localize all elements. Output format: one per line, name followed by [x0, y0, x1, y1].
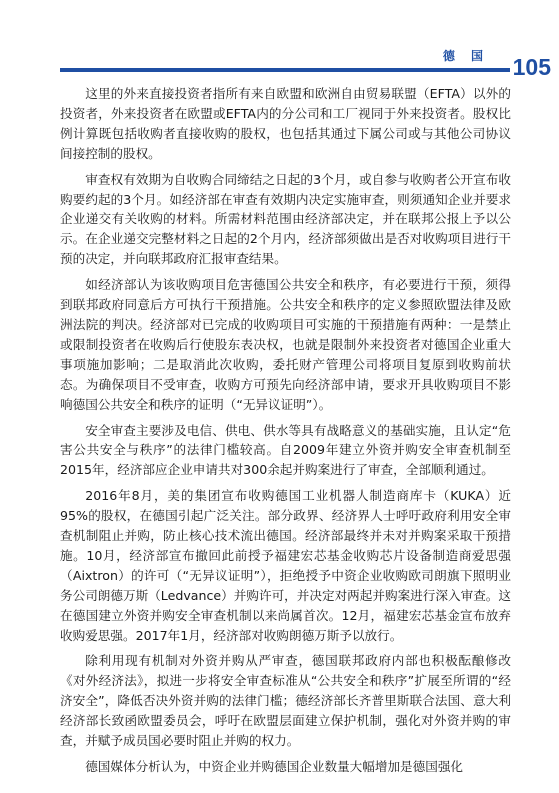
paragraph: 审查权有效期为自收购合同缔结之日起的3个月，或自参与收购者公开宣布收购要约起的3个月。如经济部在审查有效期内决定实施审查，则须通知企业并要求企业递交有关收购的材料。所需材料范围由经济部决定，并在联邦公报上予以公示。在企业递交完整材料之日起的2个月内，经济部须做出是否对收购项目进行干预的决定，并向联邦政府汇报审查结果。 — [60, 171, 511, 267]
paragraph: 德国媒体分析认为，中资企业并购德国企业数量大幅增加是德国强化 — [85, 759, 463, 774]
page-header — [0, 0, 559, 80]
paragraph: 2016年8月，美的集团宣布收购德国工业机器人制造商库卡（KUKA）近95%的股权，在德国引起广泛关注。部分政界、经济界人士呼吁政府利用安全审查机制阻止并购，防止核心技术流出德国。经济部最终并未对并购案采取干预措施。10月，经济部宣布撤回此前授予福建宏芯基金收购芯片设备制造商爱思强（Aixtron）的许可（“无异议证明”），拒绝授予中资企业收购欧司朗旗下照明业务公司朗德万斯（Ledvance）并购许可，并决定对两起并购案进行深入审查。这在德国建立外资并购安全审查机制以来尚属首次。12月，福建宏芯基金宣布放弃收购爱思强。2017年1月，经济部对收购朗德万斯予以放行。 — [60, 488, 511, 643]
page-number: 105 — [512, 54, 551, 80]
body-text — [60, 84, 511, 783]
paragraph: 这里的外来直接投资者指所有来自欧盟和欧洲自由贸易联盟（EFTA）以外的投资者，外来投资者在欧盟或EFTA内的分公司和工厂视同于外来投资者。股权比例计算既包括收购者直接收购的股权，也包括其通过下属公司或与其他公司协议间接控制的股权。 — [60, 86, 511, 161]
paragraph: 安全审查主要涉及电信、供电、供水等具有战略意义的基础实施，且认定“危害公共安全与秩序”的法律门槛较高。自2009年建立外资并购安全审查机制至2015年，经济部应企业申请共对300余起并购案进行了审查，全部顺利通过。 — [60, 422, 511, 478]
section-title: 德 国 — [442, 49, 489, 63]
paragraph: 如经济部认为该收购项目危害德国公共安全和秩序，有必要进行干预，须得到联邦政府同意后方可执行干预措施。公共安全和秩序的定义参照欧盟法律及欧洲法院的判决。经济部对已完成的收购项目可实施的干预措施有两种：一是禁止或限制投资者在收购后行使股东表决权，也就是限制外来投资者对德国企业重大事项施加影响；二是取消此次收购，委托财产管理公司将项目复原到收购前状态。为确保项目不受审查，收购方可预先向经济部申请，要求开具收购项目不影响德国公共安全和秩序的证明（“无异议证明”）。 — [60, 277, 511, 412]
paragraph: 除利用现有机制对外资并购从严审查，德国联邦政府内部也积极酝酿修改《对外经济法》，拟进一步将安全审查标准从“公共安全和秩序”扩展至所谓的“经济安全”，降低否决外资并购的法律门槛；德经济部长齐普里斯联合法国、意大利经济部长致函欧盟委员会，呼吁在欧盟层面建立保护机制，强化对外资并购的审查，并赋予成员国必要时阻止并购的权力。 — [60, 653, 511, 749]
header-rule — [60, 68, 510, 72]
